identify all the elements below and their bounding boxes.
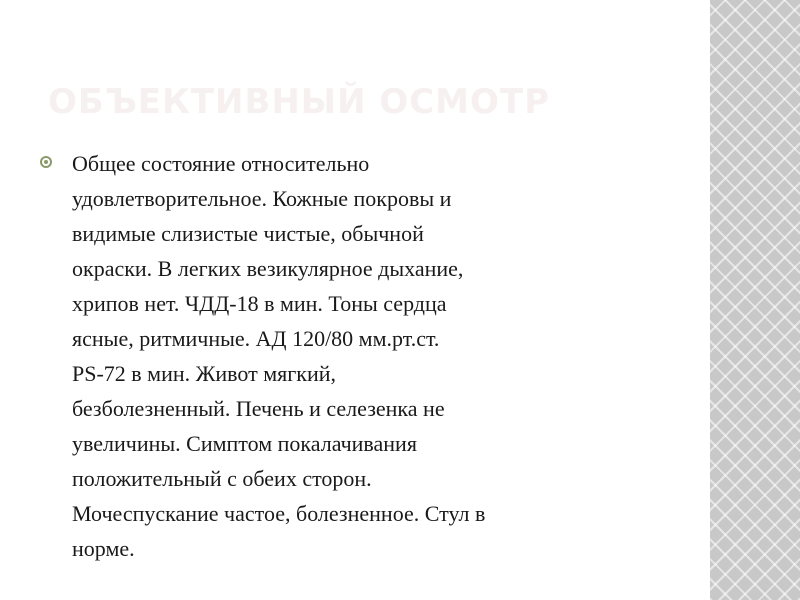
slide-title: ОБЪЕКТИВНЫЙ ОСМОТР (48, 82, 551, 122)
text-line: ясные, ритмичные. АД 120/80 мм.рт.ст. (72, 326, 440, 351)
text-line: Мочеспускание частое, болезненное. Стул в (72, 501, 486, 526)
side-pattern-panel (710, 0, 800, 600)
text-line: окраски. В легких везикулярное дыхание, (72, 256, 464, 281)
text-line: Общее состояние относительно (72, 151, 370, 176)
text-line: положительный с обеих сторон. (72, 466, 372, 491)
circle-bullet-icon (40, 156, 52, 168)
bullet-item (40, 146, 680, 566)
text-line: удовлетворительное. Кожные покровы и (72, 186, 452, 211)
bullet-text (72, 146, 682, 566)
text-line: хрипов нет. ЧДД-18 в мин. Тоны сердца (72, 291, 447, 316)
text-line: видимые слизистые чистые, обычной (72, 221, 424, 246)
text-line: увеличины. Симптом покалачивания (72, 431, 417, 456)
text-line: PS-72 в мин. Живот мягкий, (72, 361, 336, 386)
text-line: безболезненный. Печень и селезенка не (72, 396, 445, 421)
text-line: норме. (72, 536, 135, 561)
slide-content (40, 146, 680, 566)
